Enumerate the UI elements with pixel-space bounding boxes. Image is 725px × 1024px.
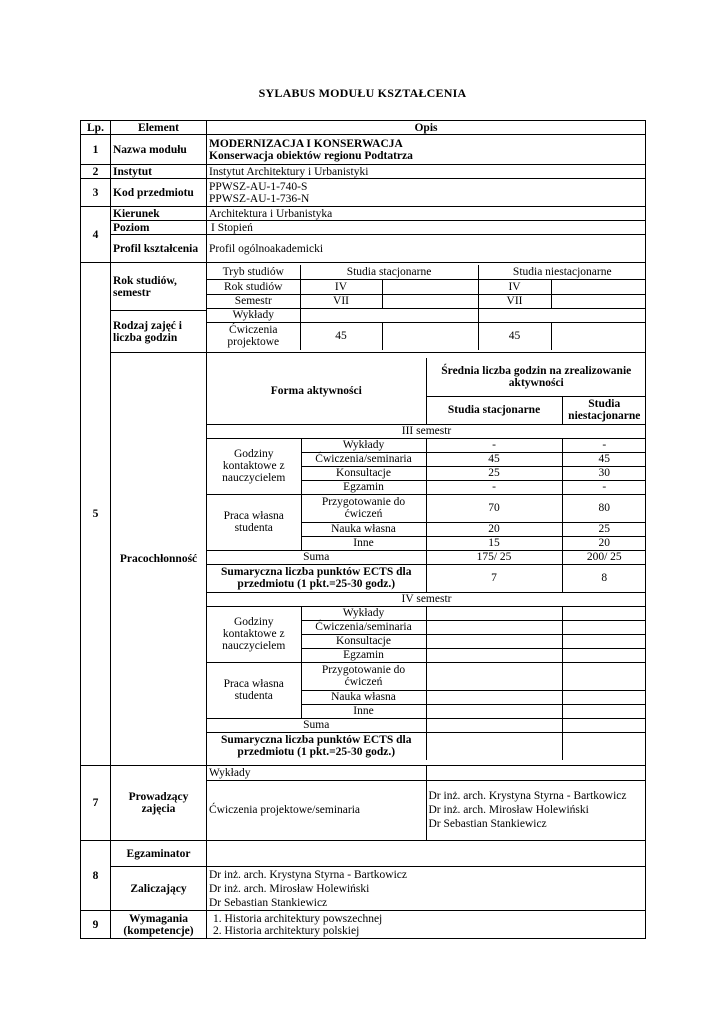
sem3-suma-niestac: 200/ 25	[562, 550, 645, 564]
sem3-praca-wlasna: Praca własna studenta	[207, 494, 301, 550]
cwiczenia-label: Ćwiczenia projektowe/seminaria	[207, 780, 426, 840]
value-niestac: -	[562, 438, 645, 452]
row-rok-studiow	[81, 263, 646, 311]
rok-niestac: IV	[478, 279, 551, 294]
sem3-header: III semestr	[207, 424, 646, 438]
rok-niestac-empty	[551, 279, 645, 294]
rok-studiow-label: Rok studiów	[207, 279, 300, 294]
value-niestac: 25	[562, 522, 645, 536]
value-stac: -	[426, 438, 562, 452]
row-profil	[81, 235, 646, 263]
syllabus-table	[80, 120, 646, 939]
code-extramural: PPWSZ-AU-1-736-N	[209, 192, 310, 205]
teachers-table	[207, 766, 646, 840]
value-stac: 45	[426, 452, 562, 466]
activity-label: Nauka własna	[301, 522, 426, 536]
row-egzaminator	[81, 841, 646, 867]
sem3-suma-stac: 175/ 25	[426, 550, 562, 564]
activity-label: Wykłady	[301, 606, 426, 620]
forma-header: Forma aktywności	[207, 358, 426, 424]
profil-value: Profil ogólnoakademicki	[207, 235, 646, 263]
sem-niestac: VII	[478, 294, 551, 308]
rodzaj-label: Rodzaj zajęć i liczba godzin	[111, 311, 207, 353]
row-poziom	[81, 221, 646, 235]
row-number: 1	[81, 135, 111, 165]
pracochlonnosc-label: Pracochłonność	[111, 353, 207, 766]
cw-niestac-hours: 45	[478, 322, 551, 350]
niestac-header: Studia niestacjonarne	[478, 265, 645, 279]
examiner-name: Dr Sebastian Stankiewicz	[209, 896, 328, 909]
value-stac: 70	[426, 494, 562, 522]
value-niestac: -	[562, 480, 645, 494]
value-stac: -	[426, 480, 562, 494]
rok-stac-empty	[382, 279, 478, 294]
row-kierunek	[81, 207, 646, 221]
row-instytut	[81, 165, 646, 179]
row-wymagania	[81, 911, 646, 939]
activity-label: Przygotowanie do ćwiczeń	[301, 662, 426, 690]
prowadzacy-label: Prowadzący zajęcia	[111, 766, 207, 841]
sem3-ects-label: Sumaryczna liczba punktów ECTS dla przedmiotu (1 pkt.=25-30 godz.)	[207, 564, 426, 592]
value-stac: 20	[426, 522, 562, 536]
tryb-label: Tryb studiów	[207, 265, 300, 279]
teacher-name: Dr inż. arch. Krystyna Styrna - Bartkowicz	[428, 790, 627, 803]
row-number: 9	[81, 911, 111, 939]
document-title: SYLABUS MODUŁU KSZTAŁCENIA	[258, 86, 467, 100]
workload-table	[207, 358, 646, 760]
sem4-praca-wlasna: Praca własna studenta	[207, 662, 301, 718]
row-prowadzacy	[81, 766, 646, 841]
row-kod	[81, 179, 646, 207]
wyklady-label: Wykłady	[207, 766, 426, 780]
activity-label: Inne	[301, 536, 426, 550]
row-number: 4	[81, 207, 111, 263]
semestr-label: Semestr	[207, 294, 300, 308]
row-label: Nazwa modułu	[111, 135, 207, 165]
examiner-name: Dr inż. arch. Krystyna Styrna - Bartkowicz	[209, 868, 407, 881]
row-number: 7	[81, 766, 111, 841]
header-lp: Lp.	[81, 121, 111, 135]
sem4-ects-label: Sumaryczna liczba punktów ECTS dla przedmiotu (1 pkt.=25-30 godz.)	[207, 732, 426, 760]
value-stac: 25	[426, 466, 562, 480]
sem-stac: VII	[300, 294, 382, 308]
activity-label: Egzamin	[301, 480, 426, 494]
activity-label: Przygotowanie do ćwiczeń	[301, 494, 426, 522]
requirement-item: 1. Historia architektury powszechnej	[213, 912, 383, 925]
module-name: MODERNIZACJA I KONSERWACJA	[209, 137, 403, 150]
row-number: 3	[81, 179, 111, 207]
profil-label: Profil kształcenia	[111, 235, 207, 263]
value-niestac: 30	[562, 466, 645, 480]
examiner-name: Dr inż. arch. Mirosław Holewiński	[209, 882, 370, 895]
requirement-item: 2. Historia architektury polskiej	[213, 924, 360, 937]
table-header	[81, 121, 646, 135]
row-number: 5	[81, 263, 111, 766]
poziom-label: Poziom	[111, 221, 207, 235]
kierunek-value: Architektura i Urbanistyka	[207, 207, 646, 221]
value-niestac: 80	[562, 494, 645, 522]
activity-label: Ćwiczenia/seminaria	[301, 620, 426, 634]
row-pracochlonnosc	[81, 353, 646, 766]
row-label: Instytut	[111, 165, 207, 179]
cwiczenia-projektowe-label: Ćwiczenia projektowe	[207, 322, 300, 350]
row-number: 8	[81, 841, 111, 911]
activity-label: Inne	[301, 704, 426, 718]
teacher-name: Dr inż. arch. Mirosław Holewiński	[428, 804, 589, 817]
sem4-godziny-kontaktowe: Godziny kontaktowe z nauczycielem	[207, 606, 301, 662]
wymagania-label: Wymagania (kompetencje)	[111, 911, 207, 939]
study-mode-table	[207, 265, 646, 350]
module-subtitle: Konserwacja obiektów regionu Podtatrza	[209, 149, 413, 162]
zaliczajacy-label: Zaliczający	[111, 867, 207, 911]
activity-label: Ćwiczenia/seminaria	[301, 452, 426, 466]
header-opis: Opis	[207, 121, 646, 135]
sem4-suma-label: Suma	[207, 718, 426, 732]
sem4-header: IV semestr	[207, 592, 646, 606]
value-niestac: 20	[562, 536, 645, 550]
row-label: Kod przedmiotu	[111, 179, 207, 207]
kierunek-label: Kierunek	[111, 207, 207, 221]
sem-stac-empty	[382, 294, 478, 308]
studia-stac-header: Studia stacjonarne	[426, 396, 562, 424]
activity-label: Egzamin	[301, 648, 426, 662]
teacher-name: Dr Sebastian Stankiewicz	[428, 818, 547, 831]
row-zaliczajacy	[81, 867, 646, 911]
activity-label: Wykłady	[301, 438, 426, 452]
poziom-value: I Stopień	[207, 221, 646, 235]
sem3-ects-niestac: 8	[562, 564, 645, 592]
header-element: Element	[111, 121, 207, 135]
srednia-header: Średnia liczba godzin na zrealizowanie aktywności	[426, 358, 645, 396]
rok-label: Rok studiów, semestr	[111, 263, 207, 311]
sem3-ects-stac: 7	[426, 564, 562, 592]
wyklady-label: Wykłady	[207, 308, 300, 322]
row-nazwa-modulu	[81, 135, 646, 165]
row-number: 2	[81, 165, 111, 179]
rok-stac: IV	[300, 279, 382, 294]
activity-label: Konsultacje	[301, 466, 426, 480]
value-stac: 15	[426, 536, 562, 550]
studia-niestac-header: Studia niestacjonarne	[562, 396, 645, 424]
cw-stac-hours: 45	[300, 322, 382, 350]
sem-niestac-empty	[551, 294, 645, 308]
value-niestac: 45	[562, 452, 645, 466]
sem3-godziny-kontaktowe: Godziny kontaktowe z nauczycielem	[207, 438, 301, 494]
activity-label: Konsultacje	[301, 634, 426, 648]
activity-label: Nauka własna	[301, 690, 426, 704]
code-stationary: PPWSZ-AU-1-740-S	[209, 180, 308, 193]
egzaminator-label: Egzaminator	[111, 841, 207, 867]
stac-header: Studia stacjonarne	[300, 265, 478, 279]
institute-value: Instytut Architektury i Urbanistyki	[207, 165, 646, 179]
sem3-suma-label: Suma	[207, 550, 426, 564]
